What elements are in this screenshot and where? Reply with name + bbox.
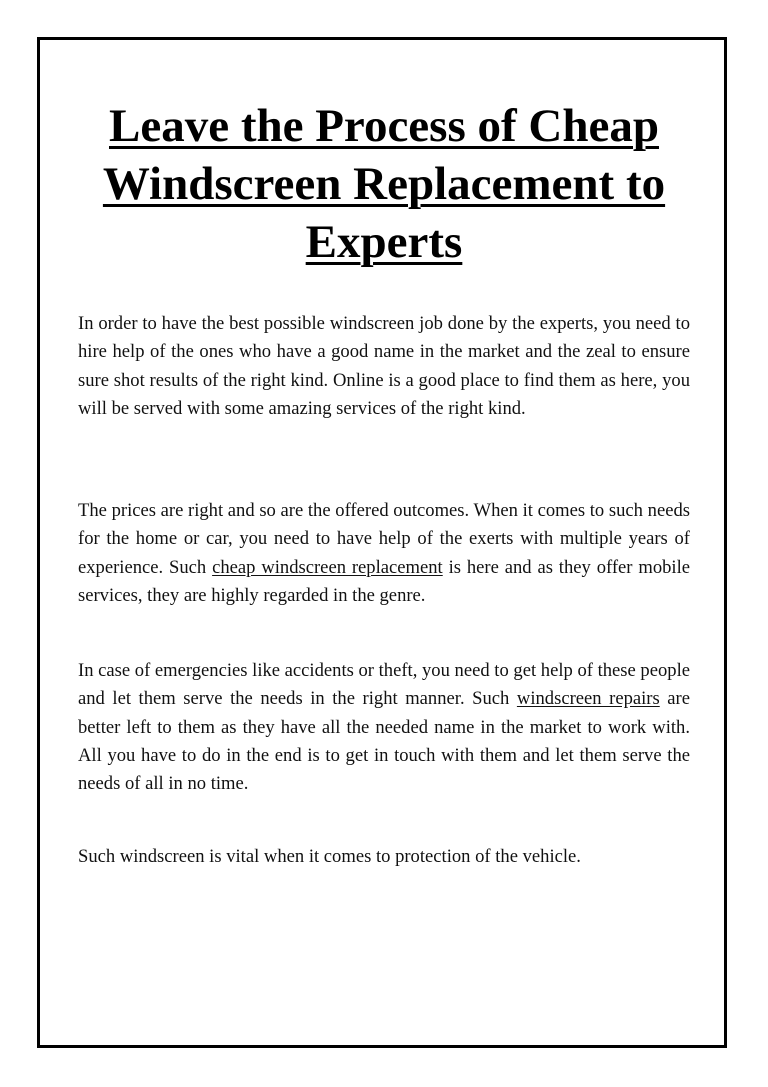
windscreen-repairs-link[interactable]: windscreen repairs [516,688,660,710]
paragraph-emergencies-text-end: are better left to them as they have all the needed name in the market to work with. All you have to do in the end is to get in touch with them and let them serve the needs of all in no time. [78,688,690,795]
paragraph-prices-text-end: is here and as they offer mobile services, they are highly regarded in the genre. [78,556,690,606]
cheap-windscreen-replacement-link[interactable]: cheap windscreen replacement [212,556,443,578]
document-title: Leave the Process of Cheap Windscreen Replacement to Experts [102,100,666,268]
paragraph-prices [78,497,690,610]
paragraph-emergencies-text-start: In case of emergencies like accidents or theft, you need to get help of these people and let them serve the needs in the right manner. Such [78,660,690,710]
paragraph-intro [78,310,690,423]
paragraph-intro-text: In order to have the best possible windscreen job done by the experts, you need to hire help of the ones who have a good name in the market and the zeal to ensure sure shot results of the right kind. Online is a good place to find them as here, you will be served with some amazing services of the right kind. [78,313,690,419]
paragraph-prices-text-start: The prices are right and so are the offered outcomes. When it comes to such needs for the home or car, you need to have help of the exerts with multiple years of experience. Such [78,500,690,578]
paragraph-conclusion-text: Such windscreen is vital when it comes to protection of the vehicle. [78,846,581,867]
paragraph-emergencies [78,657,690,798]
paragraph-conclusion [78,843,690,871]
